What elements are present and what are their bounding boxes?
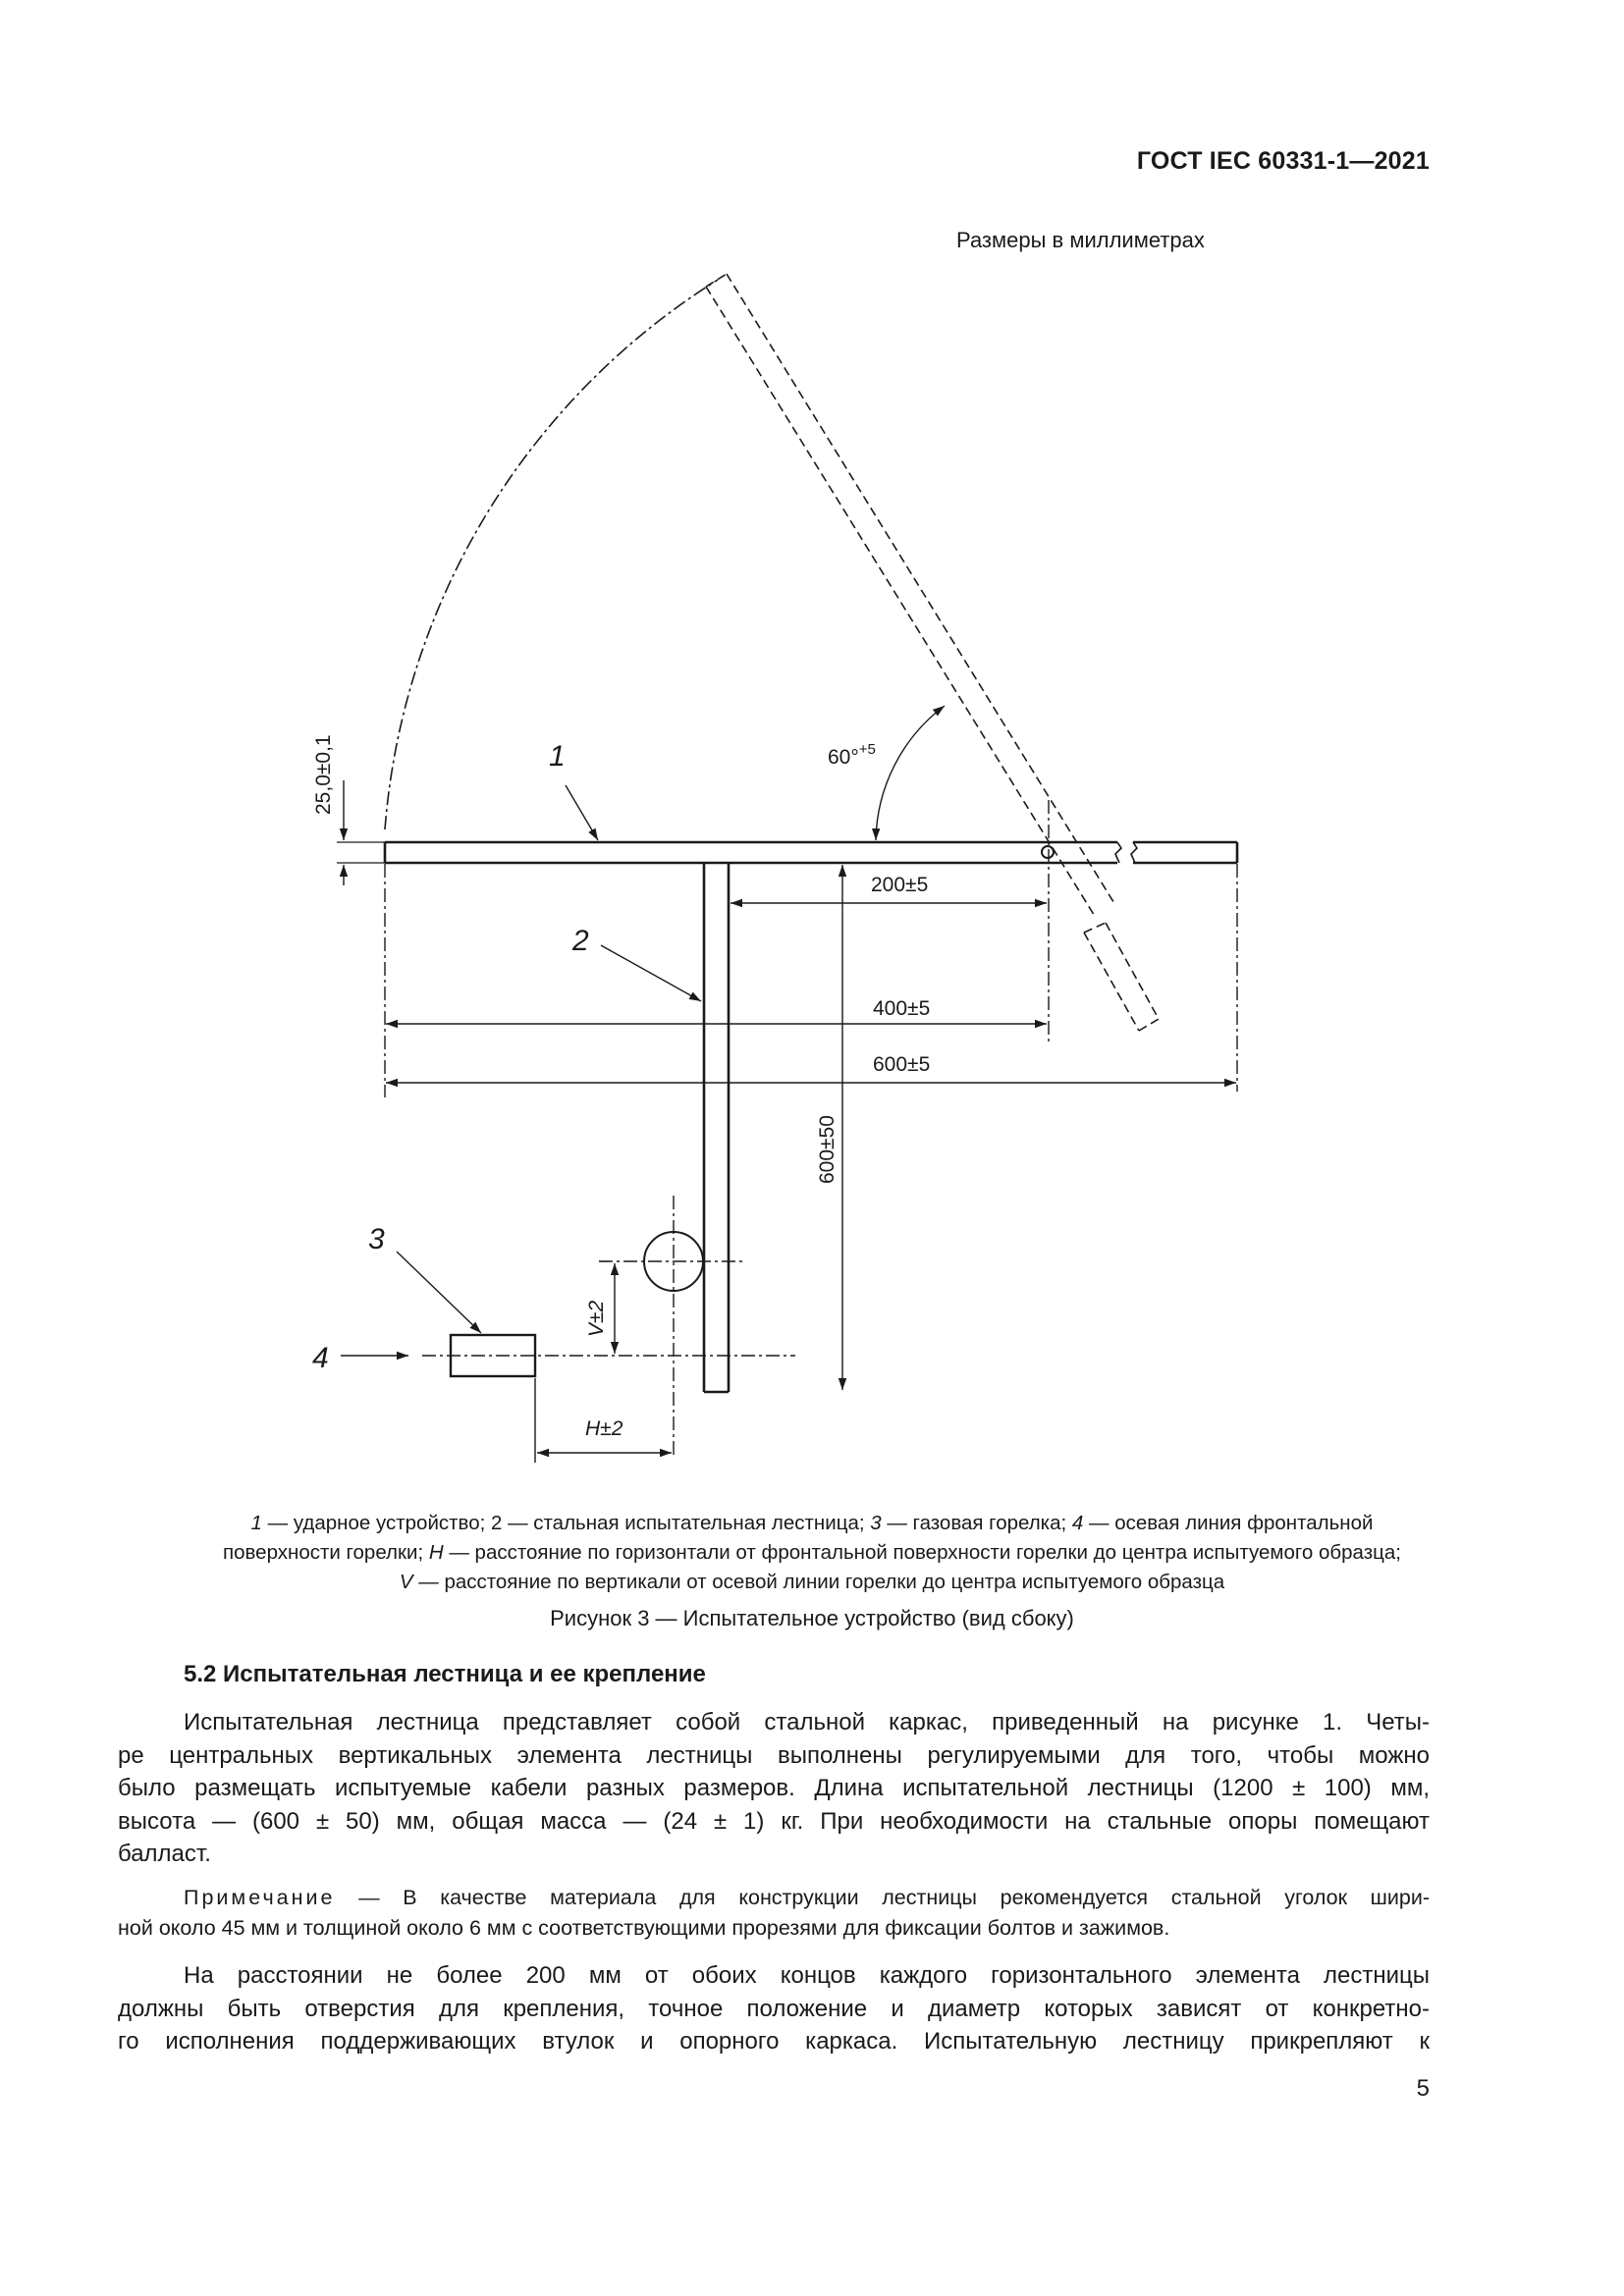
legend-line <box>118 1538 1506 1568</box>
leader-2 <box>601 945 701 1001</box>
break-mark <box>1115 842 1121 863</box>
test-ladder <box>704 863 729 1392</box>
paragraph-line: Испытательная лестница представляет собой стальной каркас, приведенный на рисунке 1. Четы- <box>184 1709 1430 1735</box>
dim-thickness-label: 25,0±0,1 <box>312 734 335 815</box>
hammer-arm-tail <box>1084 923 1159 1031</box>
legend-segment: 4 <box>1071 1512 1084 1534</box>
dim-600-label: 600±5 <box>873 1053 931 1076</box>
dim-v-label: V±2 <box>585 1300 608 1337</box>
break-mark <box>1131 842 1137 863</box>
label-item-2: 2 <box>572 925 589 957</box>
note-text: — В качестве материала для конструкции лестницы рекомендуется стальной уголок шири- <box>335 1886 1430 1909</box>
legend-line <box>118 1509 1506 1538</box>
legend-segment: H <box>428 1541 444 1564</box>
document-code: ГОСТ IEC 60331-1—2021 <box>1136 147 1430 175</box>
angle-arc <box>876 706 945 840</box>
legend-segment: поверхности горелки; <box>223 1541 429 1564</box>
page-number: 5 <box>1416 2075 1430 2102</box>
impact-bar <box>385 842 1237 863</box>
dim-h-label: H±2 <box>585 1417 623 1440</box>
paragraph-1 <box>118 1706 1430 1871</box>
legend-segment: 3 <box>870 1512 882 1534</box>
paragraph-line: На расстоянии не более 200 мм от обоих концов каждого горизонтального элемента лестницы <box>184 1962 1430 1989</box>
figure-caption: Рисунок 3 — Испытательное устройство (вид сбоку) <box>550 1606 1074 1630</box>
paragraph-line: было размещать испытуемые кабели разных размеров. Длина испытательной лестницы (1200 ± 100) мм, <box>118 1775 1430 1801</box>
paragraph-line: балласт. <box>118 1841 211 1867</box>
dim-400-label: 400±5 <box>873 997 931 1020</box>
legend-segment: — расстояние по вертикали от осевой линии горелки до центра испытуемого образца <box>412 1571 1225 1593</box>
label-item-3: 3 <box>368 1223 385 1255</box>
legend-segment: V <box>399 1571 413 1593</box>
legend-segment: — ударное устройство; 2 — стальная испытательная лестница; <box>261 1512 871 1534</box>
paragraph-line: должны быть отверстия для крепления, точное положение и диаметр которых зависят от конкретно- <box>118 1995 1430 2022</box>
paragraph-line: го исполнения поддерживающих втулок и опорного каркаса. Испытательную лестницу прикрепляют к <box>118 2028 1430 2055</box>
note <box>118 1883 1430 1944</box>
leader-3 <box>397 1252 481 1333</box>
angle-label: 60°$^{+5}$ <box>828 741 876 769</box>
label-item-4: 4 <box>312 1342 329 1374</box>
dim-height-label: 600±50 <box>816 1115 839 1184</box>
legend-line <box>118 1568 1506 1597</box>
figure-legend <box>118 1509 1506 1597</box>
label-item-1: 1 <box>549 740 566 773</box>
dim-200-label: 200±5 <box>871 874 929 896</box>
pivot-point <box>1042 846 1054 858</box>
legend-segment: — газовая горелка; <box>881 1512 1072 1534</box>
paragraph-line: высота — (600 ± 50) мм, общая масса — (24 ± 1) кг. При необходимости на стальные опоры помещают <box>118 1807 1430 1835</box>
leader-1 <box>566 785 598 840</box>
section-title: 5.2 Испытательная лестница и ее крепление <box>184 1661 706 1687</box>
note-line <box>118 1883 1430 1913</box>
legend-segment: 1 <box>250 1512 262 1534</box>
note-label: Примечание <box>184 1886 336 1909</box>
legend-segment: — осевая линия фронтальной <box>1083 1512 1374 1534</box>
note-line: ной около 45 мм и толщиной около 6 мм с соответствующими прорезями для фиксации болтов и зажимов. <box>118 1916 1170 1940</box>
paragraph-line: ре центральных вертикальных элемента лестницы выполнены регулируемыми для того, чтобы можно <box>118 1741 1430 1769</box>
dimensions-note: Размеры в миллиметрах <box>956 228 1205 252</box>
hammer-arm <box>706 274 1115 918</box>
paragraph-2 <box>118 1959 1430 2058</box>
legend-segment: — расстояние по горизонтали от фронтальной поверхности горелки до центра испытуемого образца; <box>443 1541 1401 1564</box>
